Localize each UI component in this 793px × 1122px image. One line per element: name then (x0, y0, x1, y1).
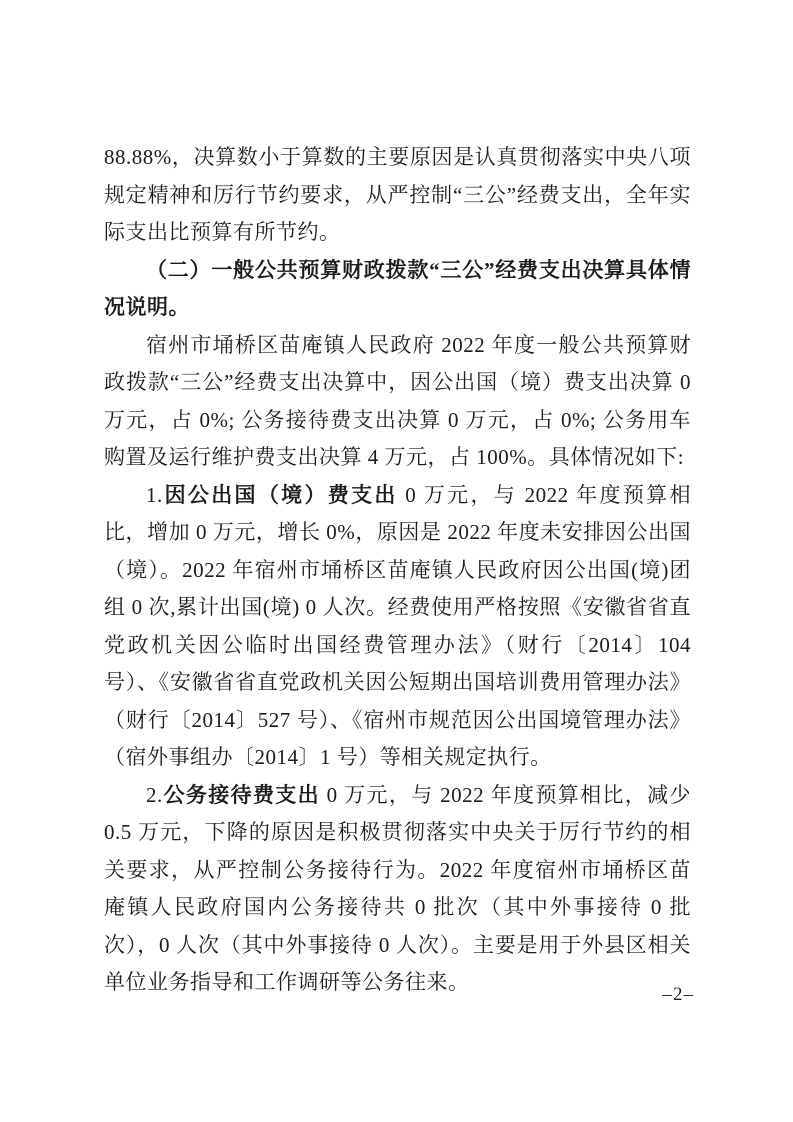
paragraph-text: 0 万元，与 2022 年度预算相比，减少 0.5 万元，下降的原因是积极贯彻落实中央关于厉行节约的相关要求，从严控制公务接待行为。2022 年度宿州市埇桥区苗庵镇人民政府国内公务接待共 0 批次（其中外事接待 0 批次），0 人次（其中外事接待 0 人次）。主要是用于外县区相关单位业务指导和工作调研等公务往来。 (104, 782, 691, 994)
item-2-paragraph (104, 777, 691, 1002)
item-1-paragraph (104, 477, 691, 777)
paragraph-text: 宿州市埇桥区苗庵镇人民政府 2022 年度一般公共预算财政拨款“三公”经费支出决算中，因公出国（境）费支出决算 0 万元，占 0%; 公务接待费支出决算 0 万元，占 0%; 公务用车购置及运行维护费支出决算 4 万元，占 100%。具体情况如下: (104, 332, 691, 469)
overview-paragraph (104, 327, 691, 477)
document-body (104, 139, 691, 1002)
page-number: –2– (662, 984, 694, 1005)
item-label: 公务接待费支出 (162, 782, 320, 807)
item-label: 因公出国（境）费支出 (162, 482, 398, 507)
section-heading-text: （二）一般公共预算财政拨款“三公”经费支出决算具体情况说明。 (104, 257, 691, 319)
paragraph-text: 0 万元，与 2022 年度预算相比，增加 0 万元，增长 0%，原因是 2022 年度未安排因公出国（境）。2022 年宿州市埇桥区苗庵镇人民政府因公出国(境)团组 0 次,累计出国(境) 0 人次。经费使用严格按照《安徽省省直党政机关因公临时出国经费管理办法》（财行〔2014〕104 号）、《安徽省省直党政机关因公短期出国培训费用管理办法》（财行〔2014〕527 号）、《宿州市规范因公出国境管理办法》（宿外事组办〔2014〕1 号）等相关规定执行。 (104, 482, 692, 769)
item-number: 2. (146, 782, 163, 807)
carryover-paragraph (104, 139, 691, 252)
paragraph-text: 88.88%，决算数小于算数的主要原因是认真贯彻落实中央八项规定精神和厉行节约要求，从严控制“三公”经费支出，全年实际支出比预算有所节约。 (104, 145, 691, 244)
item-number: 1. (146, 482, 163, 507)
section-heading (104, 252, 691, 327)
